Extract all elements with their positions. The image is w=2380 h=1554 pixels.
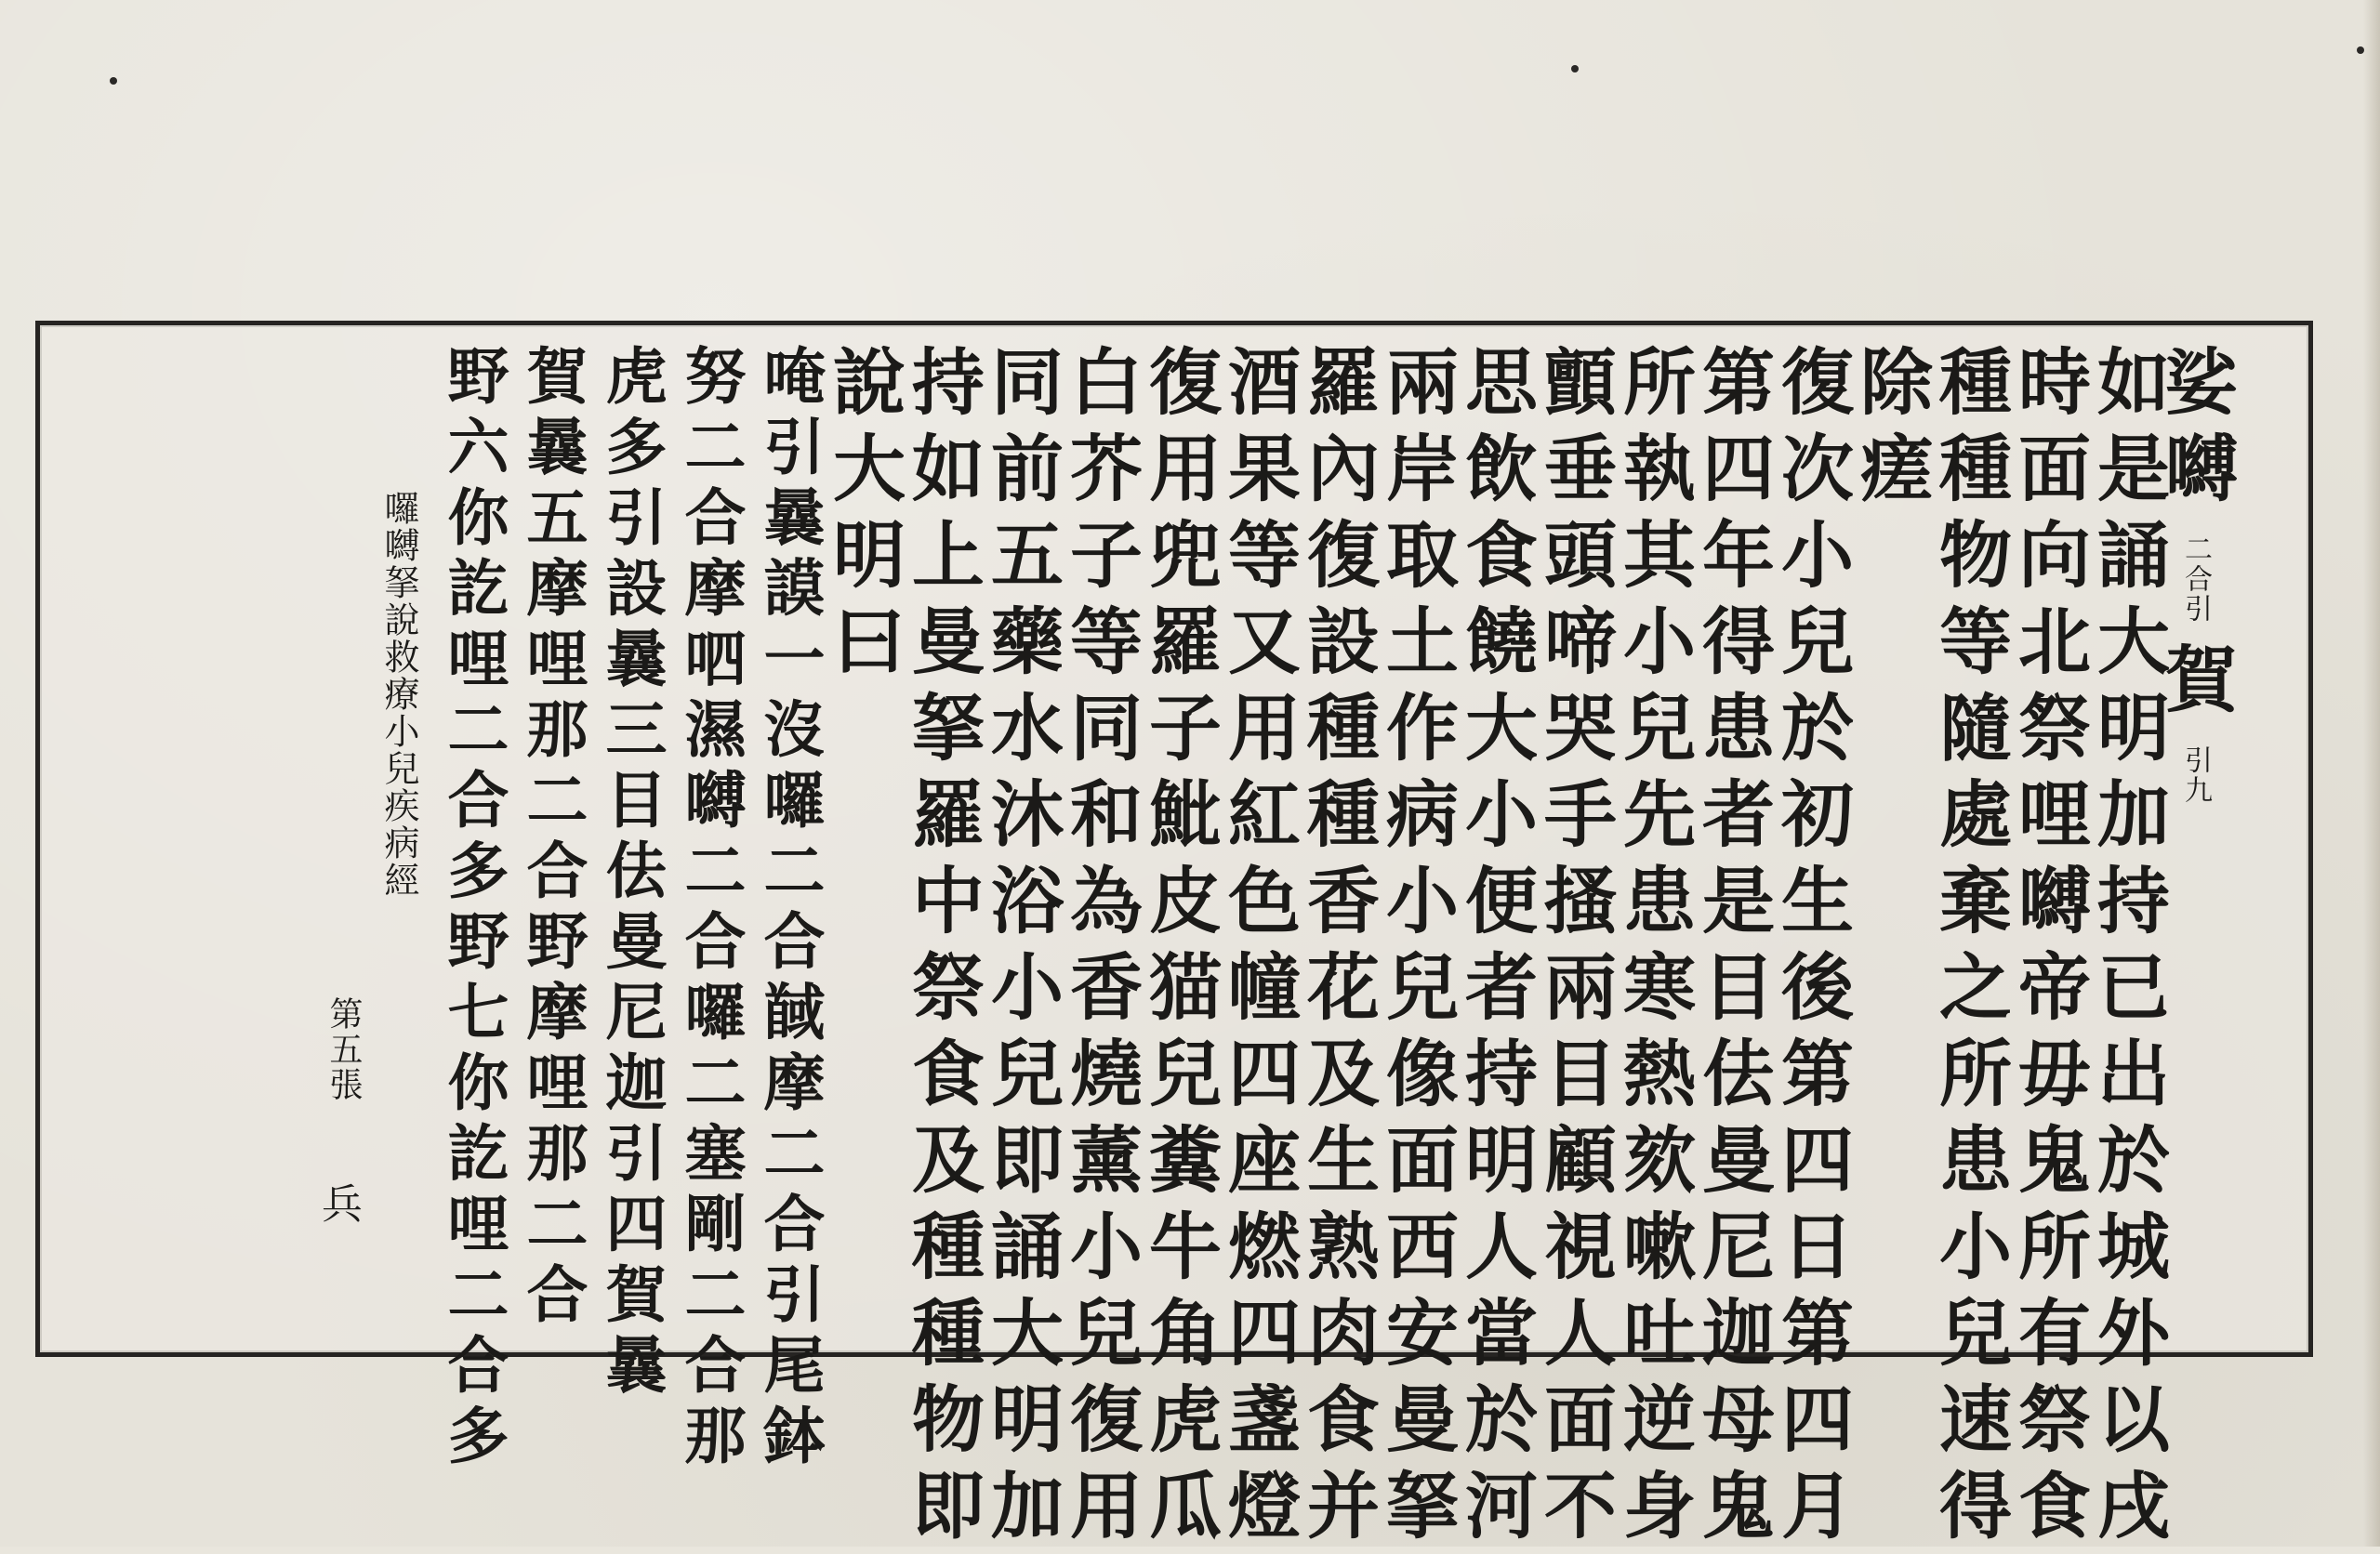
col1-main: 娑嚩: [2153, 344, 2238, 517]
column-4: 種種物等隨處棄之所患小兒速得: [1927, 344, 2012, 1554]
column-23: 野六你訖哩二合多野七你訖哩二合多: [437, 344, 509, 1474]
page-edge-shadow: [2363, 0, 2380, 1547]
column-12: 羅內復設種種香花及生熟肉食并: [1295, 344, 1380, 1554]
col1-annotation-1: 二合引: [2179, 534, 2212, 624]
column-6: 復次小兒於初生後第四日第四月: [1769, 344, 1854, 1554]
column-19: 唵引曩謨一沒囉二合馘摩二合引尾鉢: [753, 344, 826, 1474]
column-14: 復用兜羅子魮皮猫兒糞牛角虎瓜: [1137, 344, 1222, 1554]
column-2: 如是誦大明加持已出於城外以戌: [2085, 344, 2170, 1554]
ink-speck: [1571, 65, 1579, 72]
col1-annotation-2: 引九: [2179, 745, 2212, 805]
column-21: 虎多引設曩三目佉曼尼迦引四賀曩: [595, 344, 668, 1403]
colophon-page-number: 第五張: [324, 996, 363, 1102]
col1-main-2: 賀: [2153, 641, 2238, 728]
column-17: 持如上曼拏羅中祭食及種種物即: [900, 344, 985, 1554]
ink-speck: [110, 77, 117, 85]
column-10: 思飲食饒大小便者持明人當於河: [1453, 344, 1538, 1554]
column-3: 時面向北祭哩嚩帝毋鬼所有祭食: [2006, 344, 2091, 1554]
column-16: 同前五藥水沐浴小兒即誦大明加: [979, 344, 1064, 1554]
column-22: 賀曩五摩哩那二合野摩哩那二合: [516, 344, 588, 1333]
column-9: 顫垂頭啼哭手搔兩目顧視人面不: [1532, 344, 1617, 1554]
column-13: 酒果等又用紅色幢四座燃四盞燈: [1216, 344, 1301, 1554]
text-block: [112, 327, 2282, 1554]
column-7: 第四年得患者是目佉曼尼迦母鬼: [1690, 344, 1775, 1554]
column-18: 說大明曰: [821, 344, 906, 690]
column-20: 努二合摩呬濕嚩二合囉二塞剛二合那: [674, 344, 747, 1474]
colophon-title: 囉嚩拏說救療小兒疾病經: [378, 490, 419, 899]
column-8: 所執其小兒先患寒熱欬嗽吐逆身: [1611, 344, 1696, 1554]
colophon-mark: 兵: [314, 1182, 362, 1223]
column-11: 兩岸取土作病小兒像面西安曼拏: [1374, 344, 1459, 1554]
column-15: 白芥子等同和為香燒薰小兒復用: [1058, 344, 1143, 1554]
column-5: 除瘥: [1848, 344, 1933, 517]
